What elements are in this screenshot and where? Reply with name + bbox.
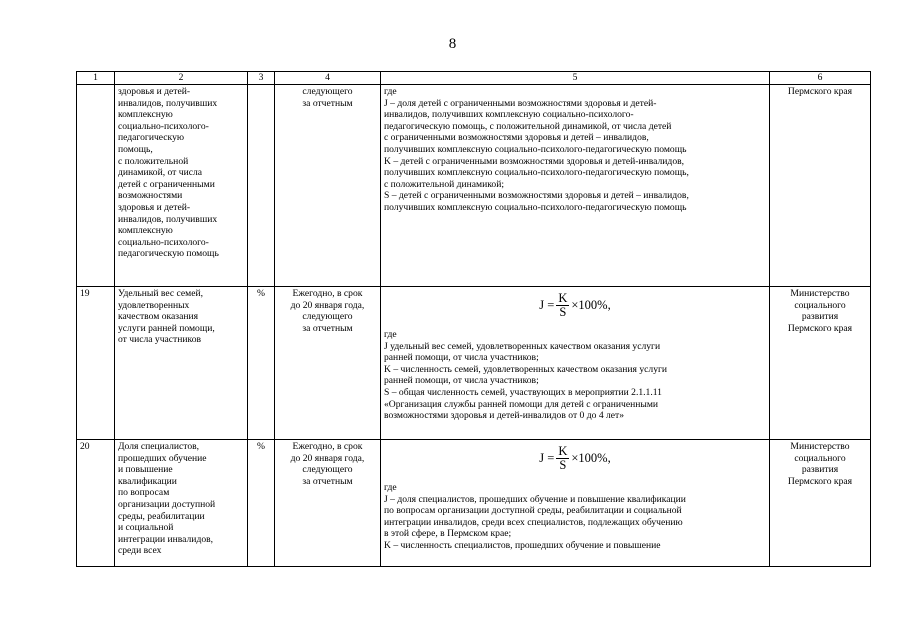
table-row [77, 85, 871, 287]
unit-cell: % [248, 440, 275, 567]
formula [384, 445, 766, 472]
method-line: возможностями здоровья и детей-инвалидов от 0 до 4 лет» [384, 410, 625, 422]
indicator-line: качеством оказания [118, 311, 199, 323]
method-line: где [384, 86, 397, 97]
indicator-line: Доля специалистов, [118, 441, 200, 452]
indicator-line: помощь, [118, 143, 153, 155]
method-line: S – детей с ограниченными возможностями здоровья и детей – инвалидов, [384, 190, 689, 202]
method-line: получивших комплексную социально-психолого-педагогическую помощь [384, 201, 687, 213]
row-number-cell: 20 [77, 440, 115, 567]
method-line: ранней помощи, от числа участников; [384, 375, 539, 387]
unit-cell [248, 85, 275, 287]
indicator-line: интеграции инвалидов, [118, 533, 214, 545]
method-line: «Организация службы ранней помощи для детей с ограниченными [384, 398, 659, 410]
method-line: в этой сфере, в Пермском крае; [384, 528, 512, 540]
method-line: с положительной динамикой; [384, 178, 505, 190]
period-cell [275, 85, 381, 287]
period-line: следующего [302, 86, 353, 97]
method-line: S – общая численность семей, участвующих в мероприятии 2.1.1.11 [384, 386, 662, 398]
period-line: Ежегодно, в срок [292, 441, 363, 452]
method-line: с ограниченными возможностями здоровья и детей – инвалидов, [384, 132, 649, 144]
responsible-line: развития [801, 464, 839, 476]
method-line: получивших комплексную социально-психолого-педагогическую помощь [384, 143, 687, 155]
method-line: K – численность специалистов, прошедших обучение и повышение [384, 539, 661, 551]
col-header-6: 6 [770, 72, 871, 85]
method-cell [381, 287, 770, 440]
responsible-line: Министерство [790, 288, 850, 299]
method-line: J удельный вес семей, удовлетворенных качеством оказания услуги [384, 340, 661, 352]
indicator-line: от числа участников [118, 334, 202, 346]
method-cell [381, 85, 770, 287]
indicator-line: педагогическую помощь [118, 248, 219, 260]
col-header-3: 3 [248, 72, 275, 85]
period-line: Ежегодно, в срок [292, 288, 363, 299]
period-line: за отчетным [302, 475, 353, 487]
indicator-line: по вопросам [118, 487, 170, 499]
formula-fraction [556, 292, 569, 319]
formula-rhs: ×100%, [571, 297, 611, 312]
col-header-2: 2 [115, 72, 248, 85]
method-line: где [384, 482, 397, 493]
indicator-line: с положительной [118, 155, 189, 167]
indicator-line: здоровья и детей- [118, 201, 191, 213]
period-cell [275, 287, 381, 440]
indicator-line: инвалидов, получивших [118, 213, 218, 225]
indicator-line: и повышение [118, 464, 173, 476]
method-line: J – доля специалистов, прошедших обучение и повышение квалификации [384, 493, 686, 505]
responsible-cell [770, 287, 871, 440]
table-row [77, 440, 871, 567]
method-line: J – доля детей с ограниченными возможностями здоровья и детей- [384, 97, 657, 109]
method-line: K – детей с ограниченными возможностями здоровья и детей-инвалидов, [384, 155, 685, 167]
indicator-line: комплексную [118, 109, 173, 121]
indicator-line: социально-психолого- [118, 120, 209, 132]
period-line: до 20 января года, [290, 299, 365, 311]
method-line: K – численность семей, удовлетворенных качеством оказания услуги [384, 363, 668, 375]
period-line: за отчетным [302, 322, 353, 334]
indicators-table [76, 71, 871, 567]
indicator-line: социально-психолого- [118, 236, 209, 248]
indicator-line: среди всех [118, 545, 162, 557]
responsible-line: социального [794, 452, 846, 464]
method-line: инвалидов, получивших комплексную социально-психолого- [384, 109, 634, 121]
indicator-line: прошедших обучение [118, 452, 207, 464]
method-line: интеграции инвалидов, среди всех специалистов, подлежащих обучению [384, 516, 683, 528]
method-line: получивших комплексную социально-психолого-педагогическую помощь, [384, 167, 689, 179]
indicator-line: квалификации [118, 475, 177, 487]
indicator-line: и социальной [118, 522, 174, 534]
formula-rhs: ×100%, [571, 450, 611, 465]
row-number-cell: 19 [77, 287, 115, 440]
method-line: ранней помощи, от числа участников; [384, 352, 539, 364]
method-line: педагогическую помощь, с положительной динамикой, от числа детей [384, 120, 672, 132]
indicator-line: Удельный вес семей, [118, 288, 203, 299]
formula-denominator: S [559, 458, 567, 472]
indicator-line: услуги ранней помощи, [118, 322, 215, 334]
method-line: по вопросам организации доступной среды, реабилитации и социальной [384, 505, 682, 517]
indicator-line: инвалидов, получивших [118, 97, 218, 109]
indicator-name-cell [115, 85, 248, 287]
responsible-cell [770, 440, 871, 567]
period-line: следующего [302, 464, 353, 476]
table-row [77, 287, 871, 440]
method-cell [381, 440, 770, 567]
responsible-line: Пермского края [787, 322, 853, 334]
indicator-line: комплексную [118, 225, 173, 237]
indicator-line: детей с ограниченными [118, 178, 215, 190]
formula-lhs: J = [539, 450, 555, 465]
formula-lhs: J = [539, 297, 555, 312]
responsible-line: Пермского края [787, 475, 853, 487]
indicator-line: возможностями [118, 190, 183, 202]
formula-numerator: K [558, 444, 568, 458]
indicator-line: удовлетворенных [118, 299, 190, 311]
indicator-line: педагогическую [118, 132, 185, 144]
row-number-cell [77, 85, 115, 287]
indicator-line: здоровья и детей- [118, 86, 191, 97]
indicator-name-cell [115, 287, 248, 440]
unit-cell: % [248, 287, 275, 440]
responsible-line: развития [801, 311, 839, 323]
header-row [77, 72, 871, 85]
method-line: где [384, 329, 397, 340]
formula-fraction [556, 445, 569, 472]
formula-numerator: K [558, 291, 568, 305]
col-header-1: 1 [77, 72, 115, 85]
period-line: следующего [302, 311, 353, 323]
indicator-line: динамикой, от числа [118, 167, 203, 179]
responsible-line: Министерство [790, 441, 850, 452]
responsible-line: Пермского края [787, 86, 853, 97]
formula [384, 292, 766, 319]
period-cell [275, 440, 381, 567]
indicator-line: организации доступной [118, 498, 216, 510]
indicator-name-cell [115, 440, 248, 567]
formula-denominator: S [559, 305, 567, 319]
responsible-line: социального [794, 299, 846, 311]
period-line: за отчетным [302, 97, 353, 109]
indicator-line: среды, реабилитации [118, 510, 205, 522]
page-number: 8 [448, 36, 457, 52]
col-header-4: 4 [275, 72, 381, 85]
col-header-5: 5 [381, 72, 770, 85]
period-line: до 20 января года, [290, 452, 365, 464]
responsible-cell [770, 85, 871, 287]
